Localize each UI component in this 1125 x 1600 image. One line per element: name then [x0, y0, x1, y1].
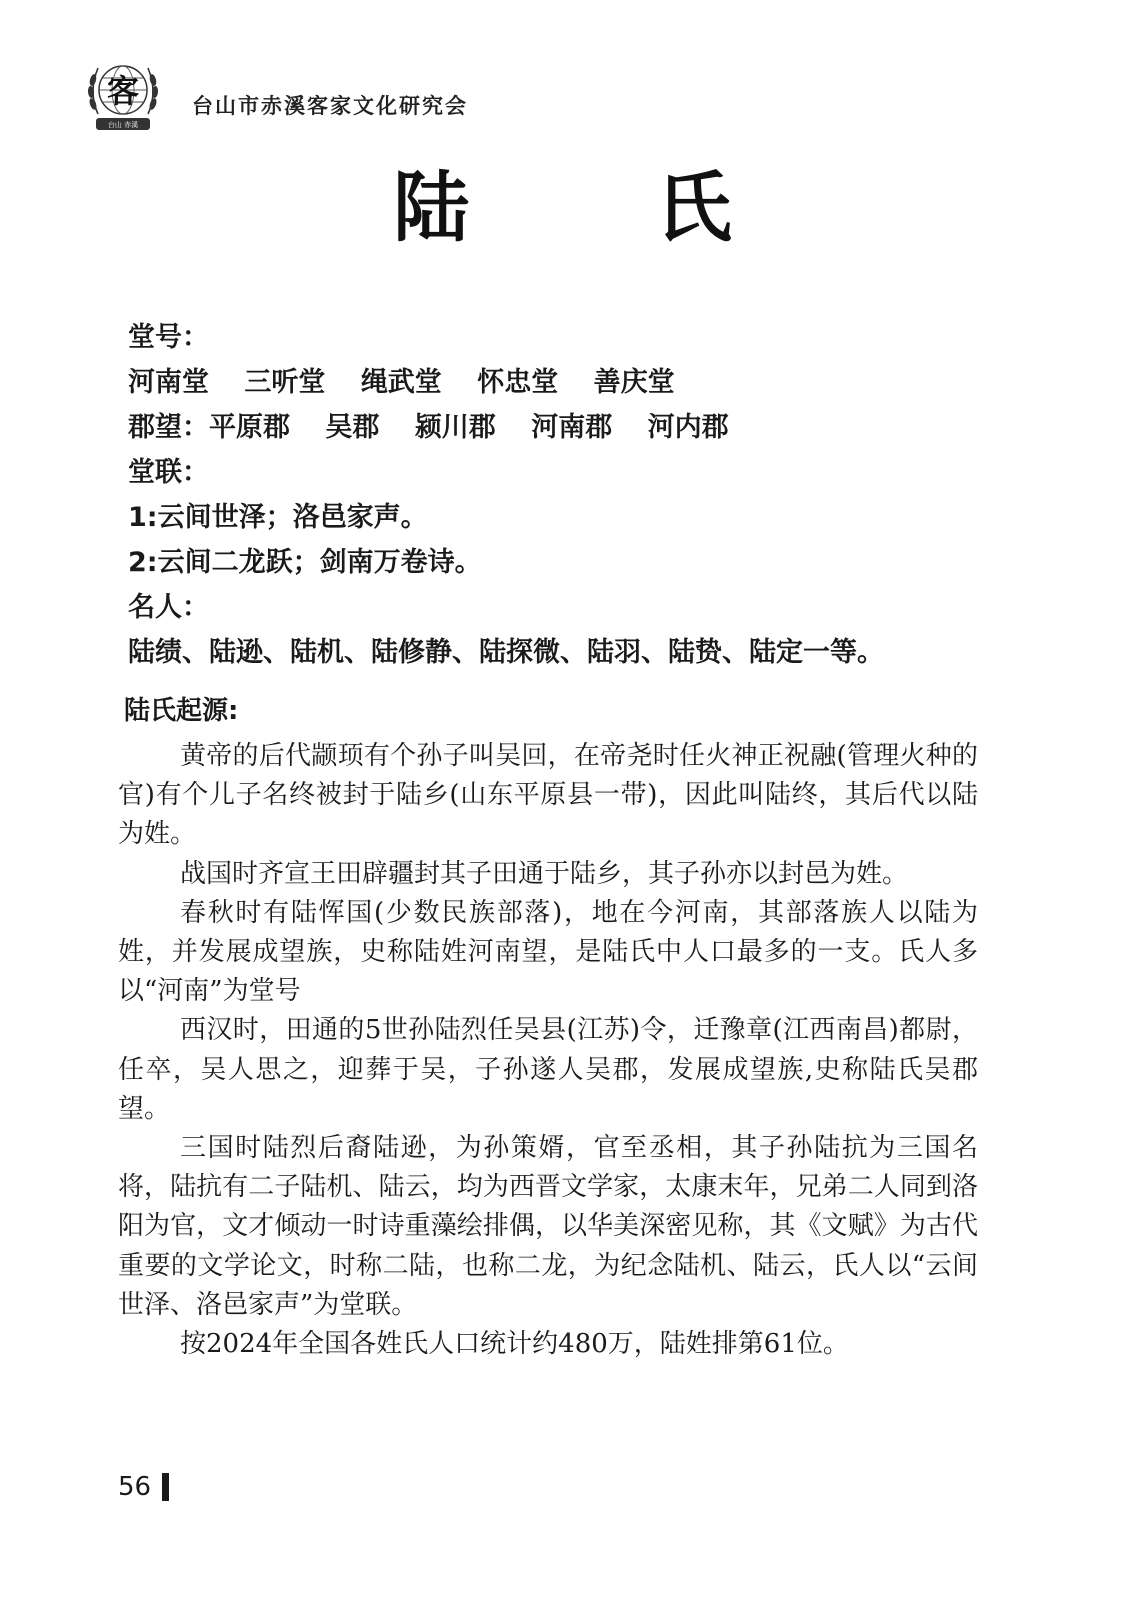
page-number: 56 — [118, 1472, 152, 1502]
hall-label: 堂号： — [128, 322, 209, 353]
origin-paragraph: 春秋时有陆恽国(少数民族部落)，地在今河南，其部落族人以陆为姓，并发展成望族，史称陆姓河南望，是陆氏中人口最多的一支。氏人多以“河南”为堂号 — [118, 897, 978, 1007]
page-title: 陆 氏 — [393, 163, 812, 252]
commandery-label: 郡望： — [128, 412, 209, 443]
couplet-2: 2:云间二龙跃；剑南万卷诗。 — [128, 547, 482, 578]
page-number-bar — [162, 1473, 169, 1501]
commandery-name: 河南郡 — [531, 412, 613, 443]
commandery-name: 吴郡 — [325, 412, 380, 443]
commandery-name: 颍川郡 — [414, 412, 496, 443]
hall-name: 河南堂 — [128, 367, 209, 398]
origin-paragraph: 三国时陆烈后裔陆逊，为孙策婿，官至丞相，其子孙陆抗为三国名将，陆抗有二子陆机、陆云，均为西晋文学家，太康末年，兄弟二人同到洛阳为官，文才倾动一时诗重藻绘排偶，以华美深密见称，其《文赋》为古代重要的文学论文，时称二陆，也称二龙，为纪念陆机、陆云，氏人以“云间世泽、洛邑家声”为堂联。 — [118, 1133, 978, 1320]
surname-info — [128, 315, 1008, 675]
svg-text:客: 客 — [106, 72, 140, 110]
page-header — [84, 52, 984, 142]
hall-name: 善庆堂 — [593, 367, 675, 398]
origin-paragraph: 按2024年全国各姓氏人口统计约480万，陆姓排第61位。 — [180, 1329, 849, 1360]
commandery-name: 河内郡 — [647, 412, 729, 443]
origin-heading: 陆氏起源: — [124, 696, 239, 726]
couplet-1: 1:云间世泽；洛邑家声。 — [128, 502, 428, 533]
hall-name: 怀忠堂 — [477, 367, 559, 398]
organization-name: 台山市赤溪客家文化研究会 — [192, 93, 468, 118]
origin-paragraph: 战国时齐宣王田辟疆封其子田通于陆乡，其子孙亦以封邑为姓。 — [180, 858, 909, 889]
celebrities-list: 陆绩、陆逊、陆机、陆修静、陆探微、陆羽、陆贽、陆定一等。 — [128, 637, 884, 668]
hall-list — [128, 360, 1008, 405]
commandery-line — [128, 405, 1008, 450]
origin-paragraph: 黄帝的后代颛顼有个孙子叫吴回，在帝尧时任火神正祝融(管理火种的官)有个儿子名终被封于陆乡(山东平原县一带)，因此叫陆终，其后代以陆为姓。 — [118, 741, 978, 850]
couplet-label: 堂联： — [128, 457, 209, 488]
commandery-name: 平原郡 — [209, 412, 290, 443]
hall-name: 三听堂 — [244, 367, 326, 398]
origin-paragraph: 西汉时，田通的5世孙陆烈任吴县(江苏)令，迁豫章(江西南昌)都尉，任卒，吴人思之，迎葬于吴，子孙遂人吴郡，发展成望族,史称陆氏吴郡望。 — [118, 1015, 978, 1124]
origin-body — [118, 737, 978, 1364]
association-logo — [84, 52, 162, 140]
hall-name: 绳武堂 — [360, 367, 442, 398]
celebrities-label: 名人： — [128, 592, 209, 623]
svg-text:台山 赤溪: 台山 赤溪 — [107, 121, 139, 129]
